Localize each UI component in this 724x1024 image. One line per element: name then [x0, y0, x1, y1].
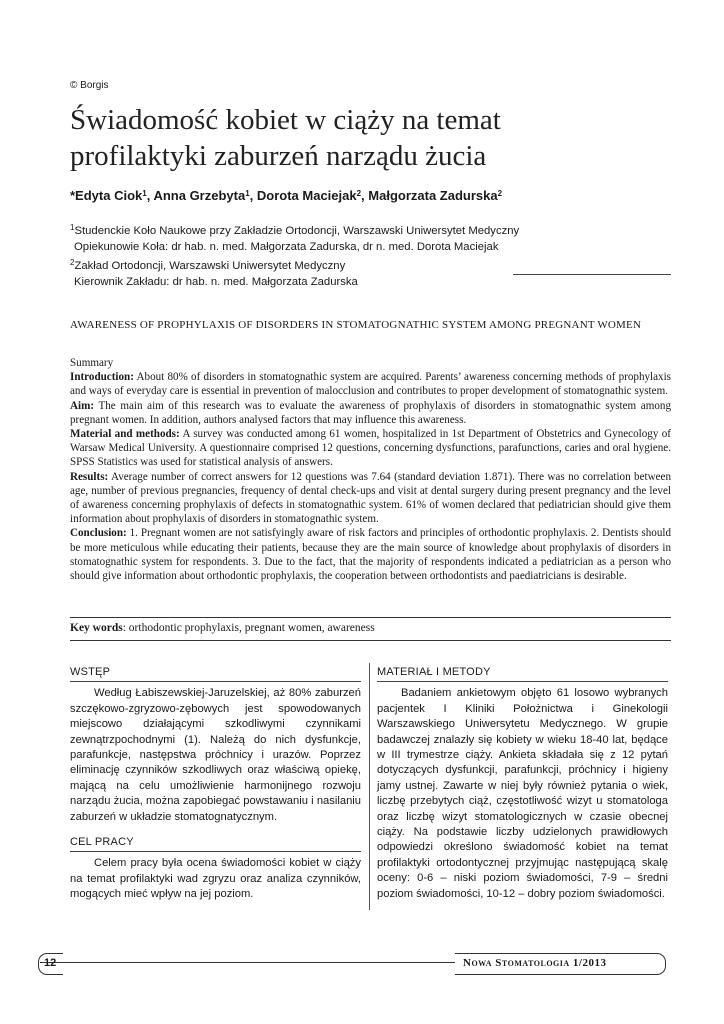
- section-heading-aim: CEL PRACY: [70, 835, 361, 852]
- introduction-paragraph: Według Łabiszewskiej-Jaruzelskiej, aż 80% zaburzeń szczękowo-zgryzowo-zębowych jest spowodowanych miejscowo działającymi szkodliwymi czynnikami zewnątrzpochodnymi (1). Należą do nich dysfunkcje, parafunkcje, następstwa próchnicy i urazów. Poprzez eliminację czynników szkodliwych oraz właściwą opiekę, mającą na celu umożliwienie harmonijnego rozwoju narządu żucia, można zapobiegać powstawaniu i nasilaniu zaburzeń w układzie stomatognatycznym.: [70, 687, 361, 823]
- section-heading-methods: MATERIAŁ I METODY: [377, 665, 668, 682]
- aim-paragraph: Celem pracy była ocena świadomości kobiet w ciąży na temat profilaktyki wad zgryzu oraz analiza czynników, mogących mieć wpływ na jej poziom.: [70, 857, 361, 901]
- abstract: [70, 356, 671, 583]
- abstract-label: Aim:: [70, 399, 95, 412]
- affiliation-2-head: Kierownik Zakładu: dr hab. n. med. Małgorzata Zadurska: [74, 276, 358, 288]
- author-affiliation-mark: 1: [245, 189, 250, 198]
- keywords: [70, 622, 375, 634]
- right-column: [377, 665, 668, 902]
- journal-name: Nowa Stomatologia 1/2013: [463, 957, 607, 969]
- english-title: AWARENESS OF PROPHYLAXIS OF DISORDERS IN STOMATOGNATHIC SYSTEM AMONG PREGNANT WOMEN: [70, 319, 642, 331]
- page-number: 12: [44, 957, 57, 969]
- copyright-notice: © Borgis: [70, 80, 109, 91]
- affiliation-text: Studenckie Koło Naukowe przy Zakładzie Ortodoncji, Warszawski Uniwersytet Medyczny: [74, 225, 520, 237]
- author-affiliation-mark: 1: [142, 189, 147, 198]
- author-name: *Edyta Ciok: [70, 188, 143, 203]
- affiliation-mark: 2: [70, 258, 75, 267]
- abstract-aim: [70, 399, 671, 427]
- keywords-label: Key words: [70, 622, 123, 634]
- affiliation-divider: [513, 274, 671, 275]
- abstract-conclusion: [70, 526, 671, 583]
- abstract-text: 1. Pregnant women are not satisfyingly aware of risk factors and principles of orthodontic prophylaxis. 2. Dentists should be more meticulous while educating their patients, because they are the main source of knowledge about prophylaxis of disorders in stomatognathic system for respondents. 3. Due to the fact, that the majority of respondents indicated a pediatrician as a person who should give information about orthodontic prophylaxis, the cooperation between orthodontists and paediatricians is desirable.: [70, 527, 671, 583]
- author-affiliation-mark: 2: [497, 189, 503, 198]
- abstract-text: Average number of correct answers for 12 questions was 7.64 (standard deviation 1.871). There was no correlation between age, number of previous pregnancies, frequency of dental check-ups and visit at dental surgery during present pregnancy and the level of awareness concerning prophylaxis of defects in stomatognathic system. 61% of women declared that pediatrician should give them information about prophylaxis of disorders in stomatognathic system.: [70, 470, 671, 526]
- article-title: [70, 102, 670, 174]
- abstract-text: The main aim of this research was to evaluate the awareness of prophylaxis of disorders in stomatognathic system among pregnant women. In addition, authors analysed factors that may influence this awareness.: [70, 399, 671, 426]
- abstract-text: A survey was conducted among 61 women, hospitalized in 1st Department of Obstetrics and Gynecology of Warsaw Medical University. A questionnaire comprised 12 questions, concerning dysfunctions, parafunctions, caries and oral hygiene. SPSS Statistics was used for statistical analysis of answers.: [70, 428, 671, 469]
- keywords-text: : orthodontic prophylaxis, pregnant women, awareness: [122, 622, 375, 634]
- article-title-line-1: Świadomość kobiet w ciąży na temat: [70, 104, 501, 136]
- keywords-top-rule: [70, 617, 671, 618]
- column-divider: [369, 663, 370, 910]
- author-name: Dorota Maciejak: [256, 188, 357, 203]
- abstract-label: Results:: [70, 470, 109, 483]
- abstract-results: [70, 470, 671, 527]
- abstract-label: Introduction:: [70, 371, 134, 384]
- article-title-line-2: profilaktyki zaburzeń narządu żucia: [70, 140, 487, 172]
- keywords-bottom-rule: [70, 640, 671, 641]
- section-heading-introduction: WSTĘP: [70, 665, 361, 682]
- author-name: Małgorzata Zadurska: [368, 188, 498, 203]
- abstract-label: Material and methods:: [70, 428, 180, 441]
- abstract-methods: [70, 427, 671, 470]
- affiliation-1: [70, 220, 519, 239]
- abstract-introduction: [70, 370, 671, 398]
- abstract-label: Conclusion:: [70, 527, 127, 540]
- author-affiliation-mark: 2: [356, 189, 362, 198]
- left-column: [70, 665, 361, 903]
- author-name: Anna Grzebyta: [153, 188, 246, 203]
- author-list: *Edyta Ciok$^1$, Anna Grzebyta$^1$, Dorota Maciejak$^2$, Małgorzata Zadurska$^2$: [70, 188, 503, 203]
- affiliation-2: [70, 255, 519, 274]
- summary-label: Summary: [70, 357, 114, 369]
- affiliation-mark: 1: [70, 223, 75, 232]
- abstract-text: About 80% of disorders in stomatognathic system are acquired. Parents’ awareness concerning methods of prophylaxis and ways of everyday care is essential in prevention of malocclusion and contributes to proper development of stomatognathic system.: [70, 371, 671, 398]
- methods-paragraph: Badaniem ankietowym objęto 61 losowo wybranych pacjentek I Kliniki Położnictwa i Ginekologii Warszawskiego Uniwersytetu Medycznego. W grupie badawczej znalazły się kobiety w wieku 18-40 lat, będące w III trymestrze ciąży. Ankieta składała się z 12 pytań dotyczących dysfunkcji, parafunkcji, próchnicy i higieny jamy ustnej. Zawarte w niej były również pytania o wiek, liczbę przebytych ciąż, częstotliwość wizyt u stomatologa oraz liczbę wizyt stomatologicznych w czasie obecnej ciąży. Na podstawie liczby udzielonych prawidłowych odpowiedzi określono świadomość kobiet na temat profilaktyki ortodontycznej przyjmując następującą skalę oceny: 0-6 – niski poziom świadomości, 7-9 – średni poziom świadomości, 10-12 – dobry poziom świadomości.: [377, 687, 668, 900]
- affiliation-text: Zakład Ortodoncji, Warszawski Uniwersytet Medyczny: [74, 260, 346, 272]
- affiliation-1-supervisors: Opiekunowie Koła: dr hab. n. med. Małgorzata Zadurska, dr n. med. Dorota Maciejak: [74, 241, 499, 253]
- affiliations: [70, 220, 519, 290]
